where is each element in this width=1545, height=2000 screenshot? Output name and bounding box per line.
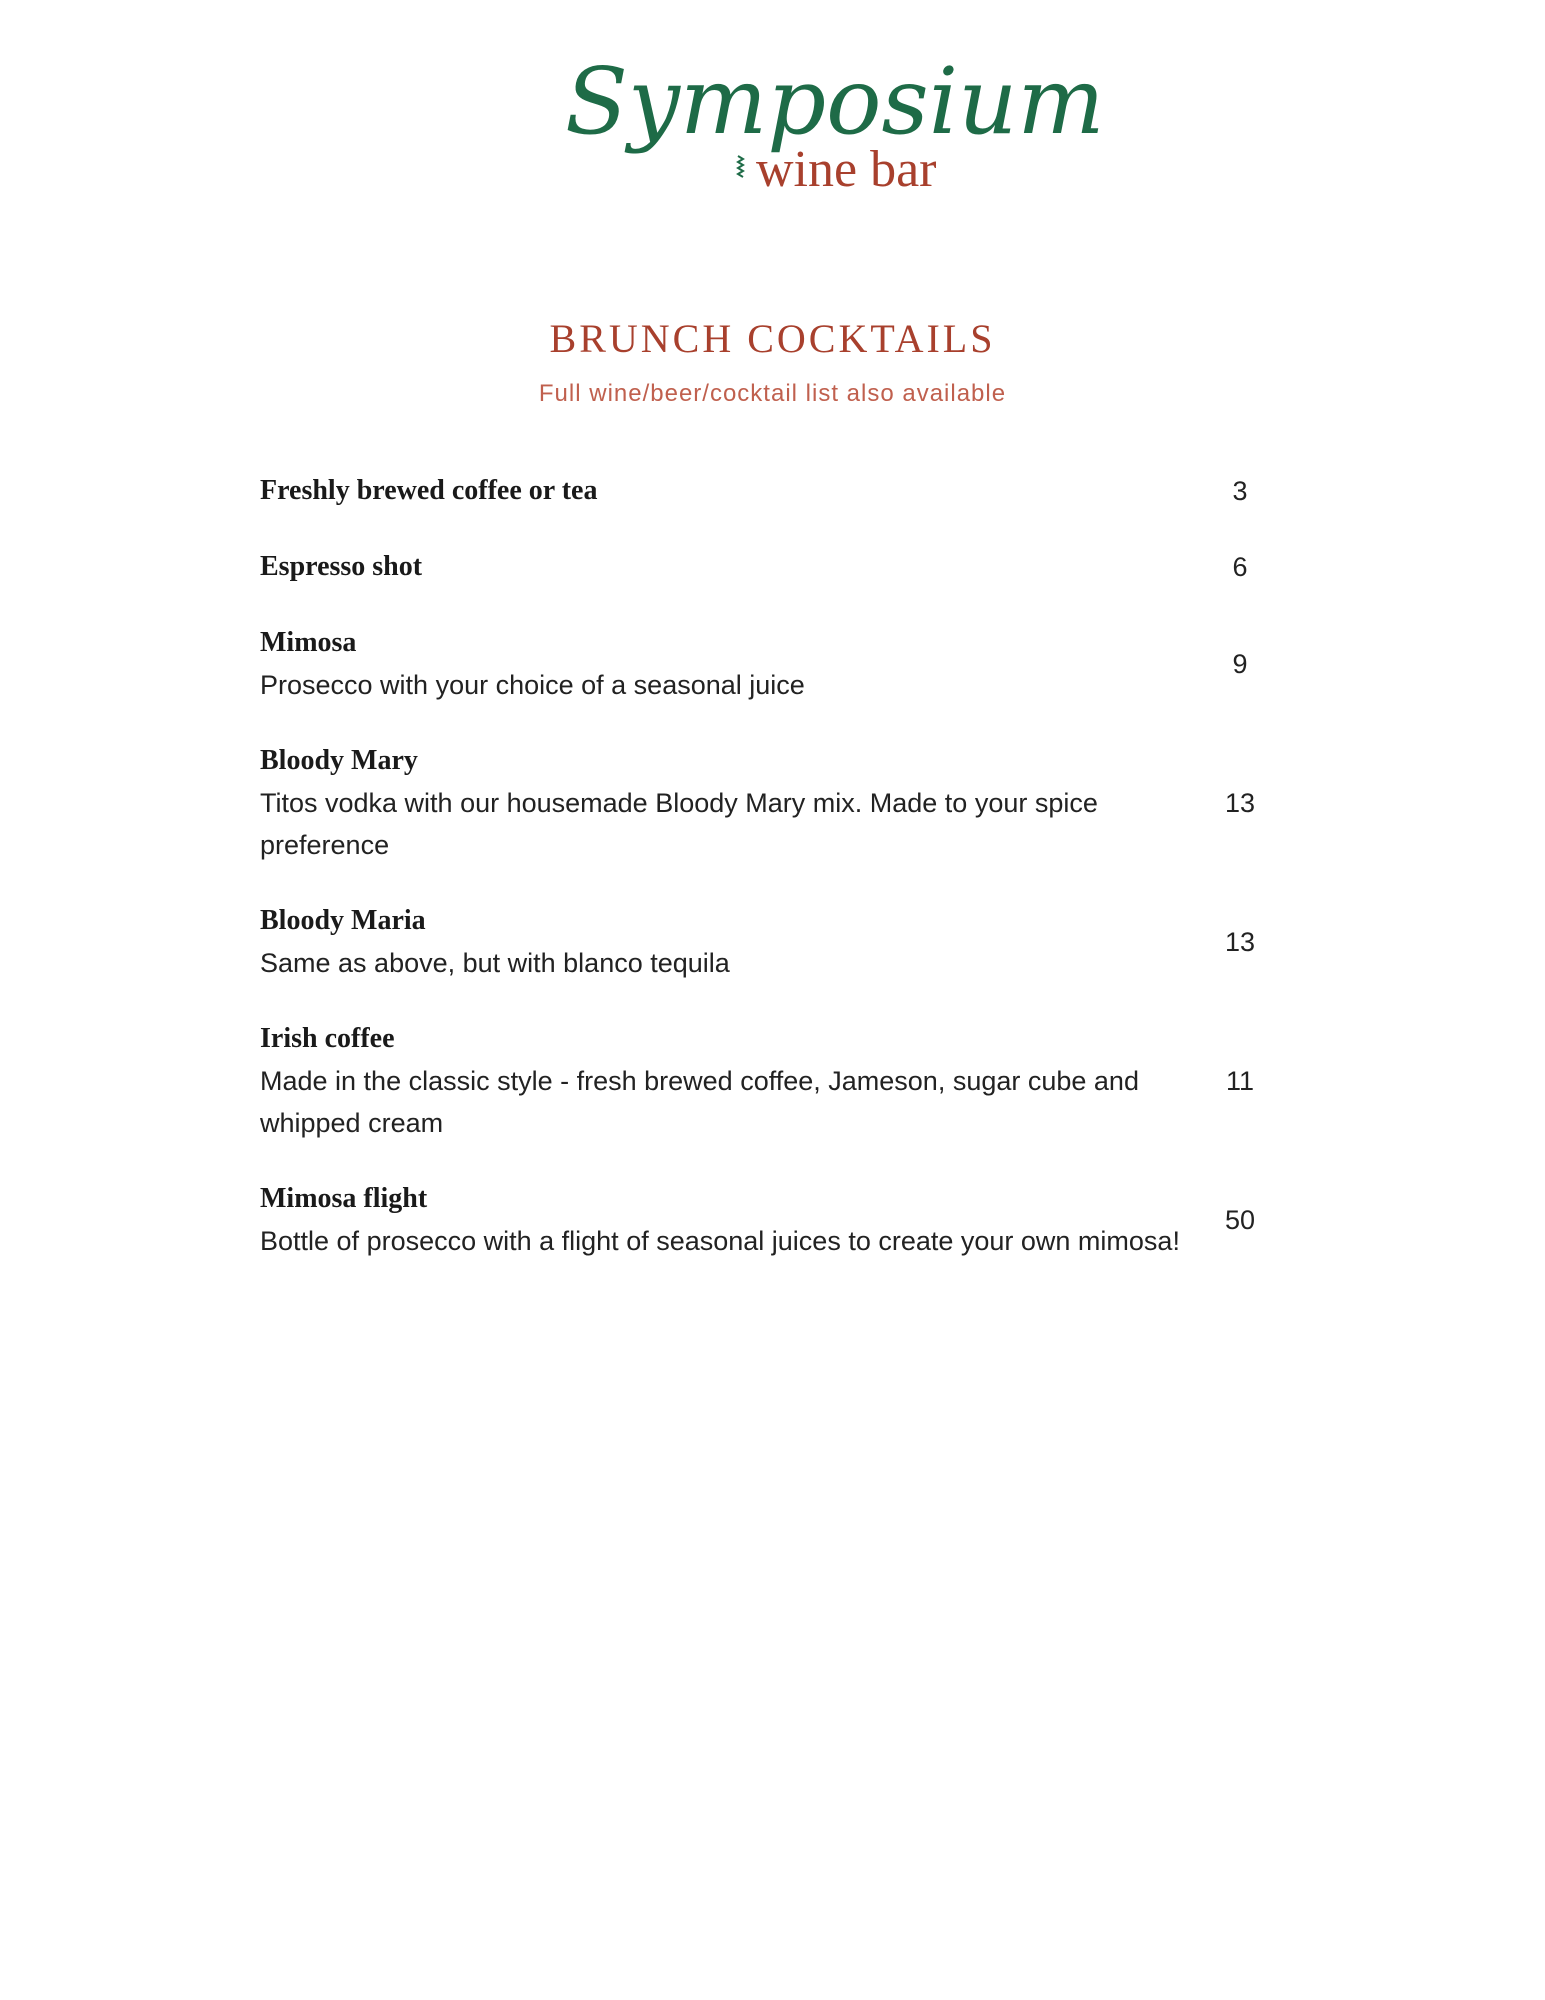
menu-item <box>260 1178 1280 1262</box>
menu-item-price: 13 <box>1224 787 1256 818</box>
menu-item-description: Titos vodka with our housemade Bloody Mary mix. Made to your spice preference <box>260 788 1098 860</box>
menu-item-price: 50 <box>1224 1204 1256 1235</box>
menu-item-description: Prosecco with your choice of a seasonal juice <box>260 670 805 700</box>
menu-item-name: Mimosa <box>260 627 357 658</box>
menu-item <box>260 740 1280 866</box>
menu-item <box>260 470 1280 512</box>
menu-item <box>260 1018 1280 1144</box>
menu-item-price: 13 <box>1224 926 1256 957</box>
logo-script-text: Symposium <box>565 48 1105 155</box>
menu-item <box>260 546 1280 588</box>
menu-item-price: 9 <box>1232 648 1248 679</box>
menu-item-description: Bottle of prosecco with a flight of seasonal juices to create your own mimosa! <box>260 1226 1180 1256</box>
symposium-logo <box>560 38 1105 198</box>
menu-item-description: Same as above, but with blanco tequila <box>260 948 730 978</box>
menu-item-name: Mimosa flight <box>260 1183 428 1214</box>
section-subtitle: Full wine/beer/cocktail list also available <box>538 380 1007 407</box>
menu-item-price: 3 <box>1232 475 1248 506</box>
corkscrew-icon <box>738 156 743 177</box>
menu-list <box>260 470 1280 1262</box>
menu-item-price: 6 <box>1232 551 1248 582</box>
menu-item-name: Espresso shot <box>260 551 423 582</box>
menu-item-name: Irish coffee <box>260 1023 395 1054</box>
logo-sub-text: wine bar <box>756 141 937 198</box>
menu-item-price: 11 <box>1225 1065 1255 1096</box>
menu-item-name: Bloody Maria <box>260 905 426 936</box>
menu-item-description: Made in the classic style - fresh brewed coffee, Jameson, sugar cube and whipped cream <box>260 1066 1139 1138</box>
menu-item <box>260 622 1280 706</box>
menu-item-name: Bloody Mary <box>260 745 418 776</box>
menu-item <box>260 900 1280 984</box>
section-title: BRUNCH COCKTAILS <box>549 316 996 361</box>
menu-item-name: Freshly brewed coffee or tea <box>260 475 598 506</box>
